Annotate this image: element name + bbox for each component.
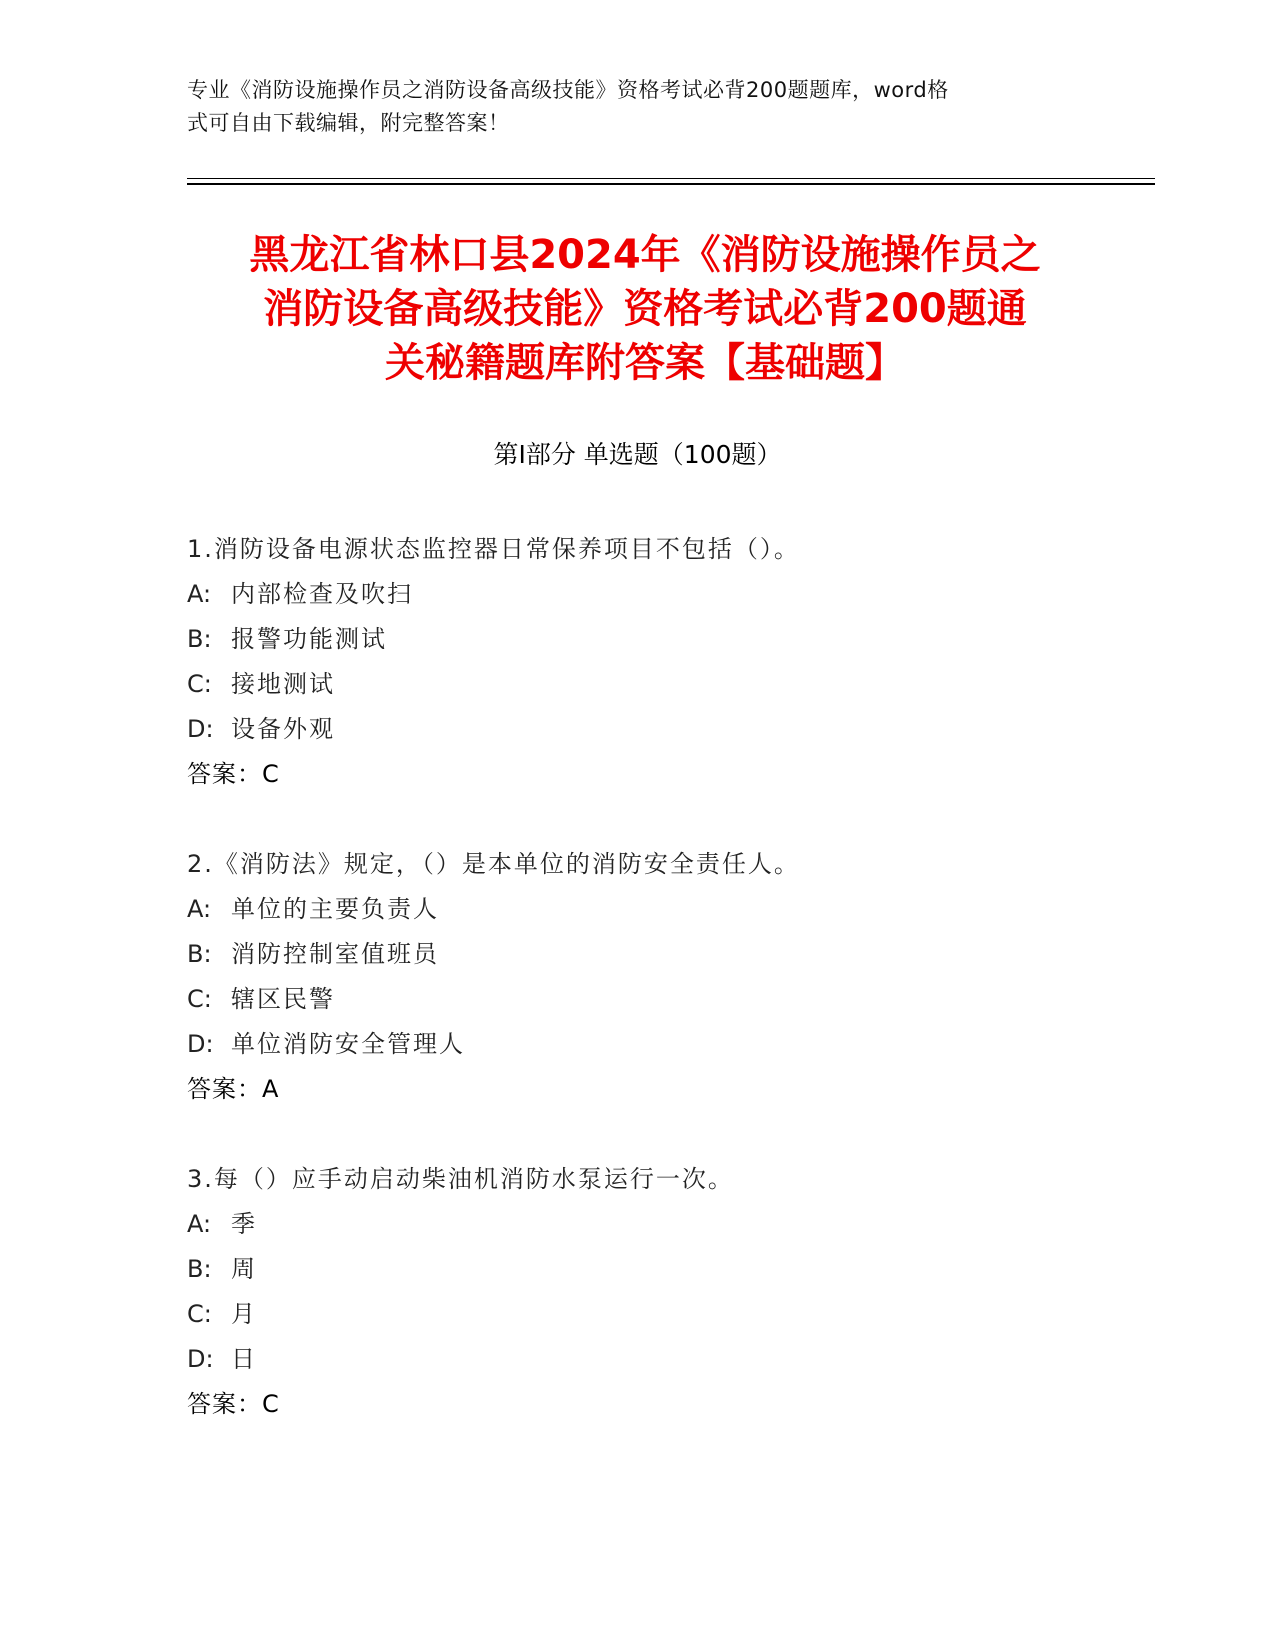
- question-list: [187, 527, 1147, 1472]
- option-letter: B:: [187, 625, 212, 653]
- option-text: 单位的主要负责人: [231, 895, 439, 923]
- question-stem: 3.每（）应手动启动柴油机消防水泵运行一次。: [187, 1165, 734, 1193]
- option-c: [187, 1292, 1147, 1337]
- answer: 答案：A: [187, 1075, 280, 1103]
- section-title: 第Ⅰ部分 单选题（100题）: [493, 440, 782, 469]
- option-a: [187, 572, 1147, 617]
- option-text: 消防控制室值班员: [231, 940, 439, 968]
- answer: 答案：C: [187, 1390, 280, 1418]
- option-text: 日: [231, 1345, 257, 1373]
- option-letter: C:: [187, 1300, 212, 1328]
- option-letter: B:: [187, 1255, 212, 1283]
- document-title: [180, 228, 1110, 390]
- option-text: 设备外观: [231, 715, 335, 743]
- option-c: [187, 662, 1147, 707]
- option-text: 单位消防安全管理人: [231, 1030, 465, 1058]
- option-a: [187, 887, 1147, 932]
- option-d: [187, 707, 1147, 752]
- option-c: [187, 977, 1147, 1022]
- option-text: 辖区民警: [231, 985, 335, 1013]
- question-stem: 2.《消防法》规定，（）是本单位的消防安全责任人。: [187, 850, 800, 878]
- option-letter: A:: [187, 895, 212, 923]
- option-letter: D:: [187, 1345, 214, 1373]
- option-letter: A:: [187, 580, 212, 608]
- option-text: 周: [231, 1255, 257, 1283]
- option-b: [187, 617, 1147, 662]
- option-letter: A:: [187, 1210, 212, 1238]
- option-b: [187, 932, 1147, 977]
- header-note-line-1: 专业《消防设施操作员之消防设备高级技能》资格考试必背200题题库，word格: [187, 78, 949, 102]
- question-1: [187, 527, 1147, 797]
- option-d: [187, 1022, 1147, 1067]
- option-text: 接地测试: [231, 670, 335, 698]
- header-divider-thin: [187, 178, 1155, 179]
- option-letter: D:: [187, 715, 214, 743]
- option-b: [187, 1247, 1147, 1292]
- question-stem: 1.消防设备电源状态监控器日常保养项目不包括（）。: [187, 535, 800, 563]
- question-2: [187, 842, 1147, 1112]
- option-letter: B:: [187, 940, 212, 968]
- question-3: [187, 1157, 1147, 1427]
- option-text: 月: [231, 1300, 257, 1328]
- option-a: [187, 1202, 1147, 1247]
- option-letter: C:: [187, 985, 212, 1013]
- answer: 答案：C: [187, 760, 280, 788]
- header-note-line-2: 式可自由下载编辑，附完整答案！: [187, 111, 510, 135]
- option-d: [187, 1337, 1147, 1382]
- option-text: 报警功能测试: [231, 625, 387, 653]
- document-title-line-3: 关秘籍题库附答案【基础题】: [385, 340, 905, 386]
- document-title-line-1: 黑龙江省林口县2024年《消防设施操作员之: [249, 232, 1041, 278]
- option-text: 季: [231, 1210, 257, 1238]
- option-letter: C:: [187, 670, 212, 698]
- option-text: 内部检查及吹扫: [231, 580, 413, 608]
- document-title-line-2: 消防设备高级技能》资格考试必背200题通: [263, 286, 1027, 332]
- header-divider-thick: [187, 183, 1155, 185]
- header-note: [187, 74, 1067, 140]
- option-letter: D:: [187, 1030, 214, 1058]
